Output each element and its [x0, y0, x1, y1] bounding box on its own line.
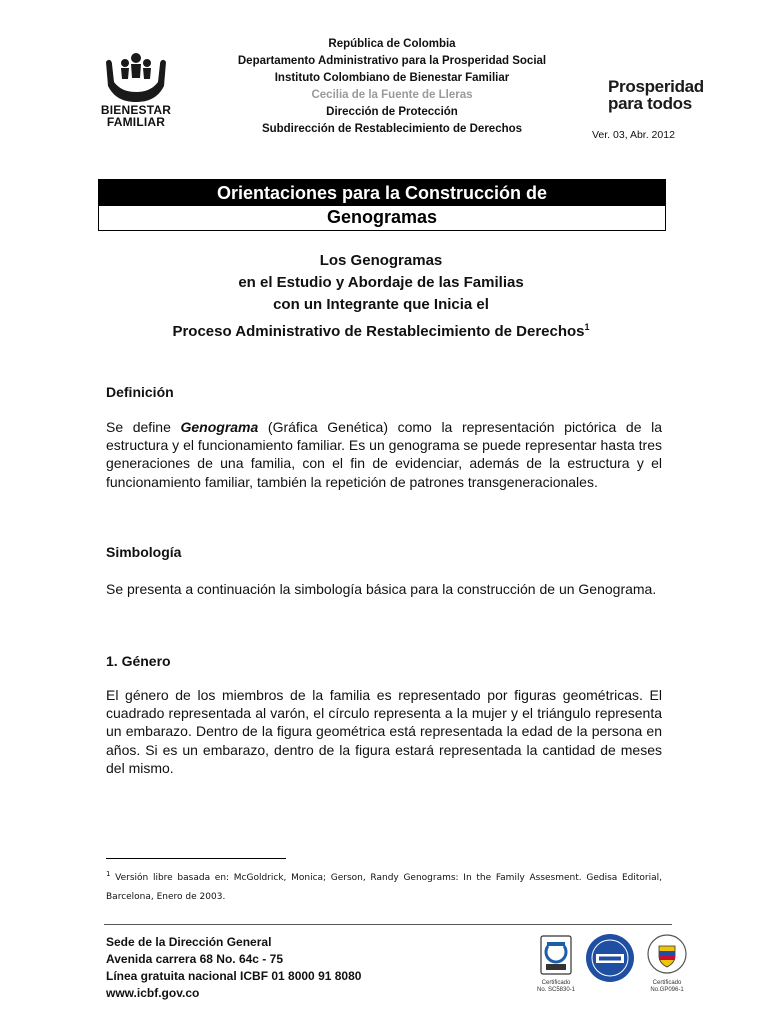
subtitle-line2: en el Estudio y Abordaje de las Familias: [238, 274, 524, 291]
version-label: Ver. 03, Abr. 2012: [592, 129, 675, 141]
section-heading-simbologia: Simbología: [106, 544, 182, 560]
definicion-term: Genograma: [180, 419, 259, 435]
certificate-1-number: No. SC5830-1: [536, 987, 576, 993]
iqnet-seal-icon: [584, 932, 636, 984]
definicion-text-post: (Gráfica Genética) como la representación pictórica de la estructura y el funcionamiento familiar. Es un genograma se puede representar hasta tres generaciones de una familia, con el fin de evidenciar, además de la estructura y el funcionamiento familiar, también la repetición de patrones transgeneracionales.: [106, 419, 662, 490]
certificate-1-label: Certificado: [541, 980, 571, 986]
footnote-reference: 1: [584, 322, 590, 332]
footer-website-link[interactable]: www.icbf.gov.co: [106, 986, 200, 1000]
institution-header: [200, 36, 584, 138]
prosperidad-logo: [604, 77, 704, 116]
prosperidad-line1: Prosperidad: [608, 77, 704, 96]
title-box: [98, 179, 666, 231]
section-heading-definicion: Definición: [106, 384, 174, 400]
logo-text-familiar: FAMILIAR: [106, 115, 166, 129]
footer-phone: Línea gratuita nacional ICBF 01 8000 91 8080: [106, 969, 362, 983]
footer-address: Avenida carrera 68 No. 64c - 75: [106, 952, 283, 966]
footnote: [106, 865, 662, 907]
section-heading-genero: 1. Género: [106, 653, 171, 669]
subtitle-line3: con un Integrante que Inicia el: [273, 296, 489, 313]
simbologia-paragraph: Se presenta a continuación la simbología básica para la construcción de un Genograma.: [106, 581, 657, 597]
icbf-logo: [100, 48, 172, 132]
certificate-3-number: No.GP096-1: [650, 987, 684, 993]
header-line-instituto: Instituto Colombiano de Bienestar Familiar: [274, 72, 510, 84]
footnote-number: 1: [106, 870, 111, 878]
definicion-text-pre: Se define: [106, 419, 181, 435]
document-title-line1: Orientaciones para la Construcción de: [99, 180, 665, 206]
footnote-divider: [106, 858, 286, 859]
subtitle-line4: [98, 316, 664, 343]
document-subtitle: [98, 250, 664, 343]
footer-divider: [104, 924, 672, 925]
footnote-text: Versión libre basada en: McGoldrick, Monica; Gerson, Randy Genograms: In the Family Assesment. Gedisa Editorial, Barcelona, Enero de 2003.: [106, 873, 662, 902]
genero-paragraph: El género de los miembros de la familia es representado por figuras geométricas. El cuadrado representada al varón, el círculo representa a la mujer y el triángulo representa un embarazo. Dentro de la figura geométrica está representada la edad de la persona en años. Si es un embarazo, dentro de la figura estará representada la cantidad de meses del mismo.: [106, 687, 662, 776]
header-line-republica: República de Colombia: [328, 38, 456, 50]
footer-contact: [106, 934, 361, 1002]
gobierno-seal-icon: [646, 932, 688, 980]
certificate-3-label: Certificado: [652, 980, 682, 986]
document-title-line2: Genogramas: [326, 207, 438, 227]
prosperidad-line2: para todos: [608, 94, 692, 113]
hands-family-icon: [100, 48, 172, 104]
footer-sede: Sede de la Dirección General: [106, 935, 272, 949]
icontec-seal-icon: [538, 934, 574, 986]
certificate-caption-3: [638, 980, 696, 994]
definicion-paragraph: [106, 418, 662, 491]
certificate-caption-1: [530, 980, 582, 994]
header-line-cecilia: Cecilia de la Fuente de Lleras: [311, 89, 473, 101]
header-line-subdireccion: Subdirección de Restablecimiento de Derechos: [261, 123, 523, 135]
header-line-departamento: Departamento Administrativo para la Prosperidad Social: [237, 55, 547, 67]
logo-text-bienestar: BIENESTAR: [100, 103, 172, 117]
subtitle-line1: Los Genogramas: [319, 252, 443, 269]
header-line-direccion: Dirección de Protección: [326, 106, 458, 118]
subtitle-line4-text: Proceso Administrativo de Restablecimiento de Derechos: [172, 323, 585, 340]
